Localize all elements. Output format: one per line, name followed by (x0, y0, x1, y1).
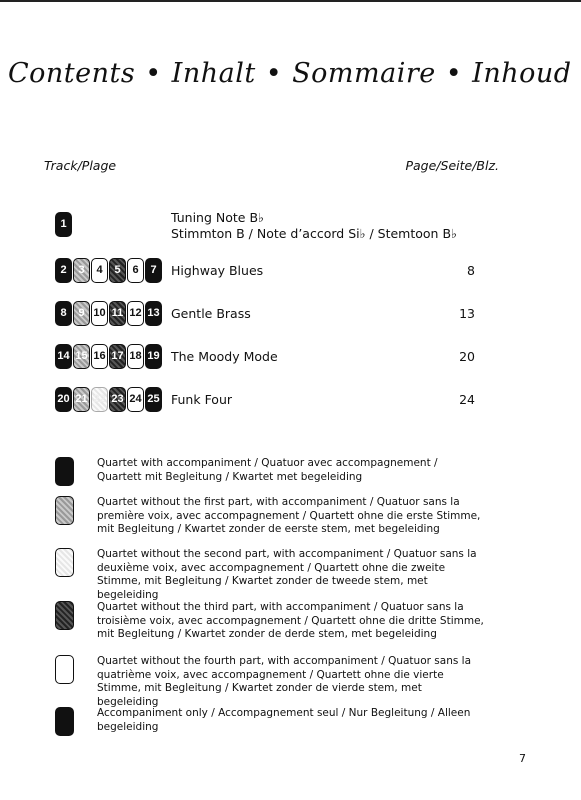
title-separator: • (145, 58, 162, 89)
track-badge: 9 (73, 301, 90, 326)
title-fr: Sommaire (292, 58, 436, 89)
title-en: Contents (8, 58, 136, 89)
track-badge: 17 (109, 344, 126, 369)
page-column-header: Page/Seite/Blz. (405, 158, 499, 173)
track-badge: 14 (55, 344, 72, 369)
track-badge: 21 (73, 387, 90, 412)
track-badge: 11 (109, 301, 126, 326)
song-page: 24 (459, 392, 475, 407)
tuning-line-2: Stimmton B / Note d’accord Si♭ / Stemtoon B♭ (171, 226, 457, 241)
legend-swatch (55, 548, 74, 577)
track-badge: 8 (55, 301, 72, 326)
legend-swatch (55, 457, 74, 486)
song-title: The Moody Mode (171, 349, 278, 364)
track-badge: 23 (109, 387, 126, 412)
track-badge: 19 (145, 344, 162, 369)
title-separator: • (265, 58, 283, 89)
track-badge: 25 (145, 387, 162, 412)
track-badge: 10 (91, 301, 108, 326)
legend-text: Quartet without the second part, with accompaniment / Quatuor sans la deuxième voix, avec accompagnement / Quartett ohne die zweite Stimme, mit Begleitung / Kwartet zonder de tweede stem, met begeleiding (97, 548, 477, 601)
track-badge: 16 (91, 344, 108, 369)
track-badge: 12 (127, 301, 144, 326)
track-badge: 15 (73, 344, 90, 369)
top-rule (0, 0, 581, 2)
track-badges (55, 212, 73, 238)
legend-swatch (55, 496, 74, 525)
title-separator: • (445, 58, 463, 89)
legend-text: Accompaniment only / Accompagnement seul / Nur Begleitung / Alleen begeleiding (97, 707, 471, 733)
track-badge: 4 (91, 258, 108, 283)
track-badges (55, 301, 163, 327)
page-number: 7 (519, 752, 526, 765)
legend-text: Quartet with accompaniment / Quatuor avec accompagnement / Quartett mit Begleitung / Kwartet met begeleiding (97, 457, 438, 483)
track-badge: 18 (127, 344, 144, 369)
song-title: Gentle Brass (171, 306, 251, 321)
track-column-header: Track/Plage (44, 158, 117, 173)
track-badge: 3 (73, 258, 90, 283)
song-page: 8 (467, 263, 475, 278)
track-badge: 5 (109, 258, 126, 283)
track-badges (55, 344, 163, 370)
track-badge: 1 (55, 212, 72, 237)
tuning-line-1: Tuning Note B♭ (171, 210, 264, 225)
track-badges (55, 258, 163, 284)
track-badge: 13 (145, 301, 162, 326)
track-badge: 22 (91, 387, 108, 412)
track-badge: 24 (127, 387, 144, 412)
track-badge: 6 (127, 258, 144, 283)
title-de: Inhalt (171, 58, 256, 89)
song-title: Highway Blues (171, 263, 264, 278)
song-page: 13 (459, 306, 475, 321)
tuning-text (171, 210, 457, 242)
track-badge: 2 (55, 258, 72, 283)
legend-text: Quartet without the first part, with accompaniment / Quatuor sans la première voix, avec accompagnement / Quartett ohne die erste Stimme, mit Begleitung / Kwartet zonder de eerste stem, met begeleiding (97, 496, 481, 535)
legend-swatch (55, 707, 74, 736)
page-title (8, 58, 578, 89)
track-badge: 20 (55, 387, 72, 412)
track-badge: 7 (145, 258, 162, 283)
legend-text: Quartet without the fourth part, with accompaniment / Quatuor sans la quatrième voix, avec accompagnement / Quartett ohne die vierte Stimme, mit Begleitung / Kwartet zonder de vierde stem, met begeleiding (97, 655, 472, 708)
legend-swatch (55, 601, 74, 630)
track-badges (55, 387, 163, 413)
title-nl: Inhoud (472, 58, 572, 89)
legend-text: Quartet without the third part, with accompaniment / Quatuor sans la troisième voix, avec accompagnement / Quartett ohne die dritte Stimme, mit Begleitung / Kwartet zonder de derde stem, met begeleiding (97, 601, 484, 640)
legend-swatch (55, 655, 74, 684)
song-title: Funk Four (171, 392, 233, 407)
song-page: 20 (459, 349, 475, 364)
